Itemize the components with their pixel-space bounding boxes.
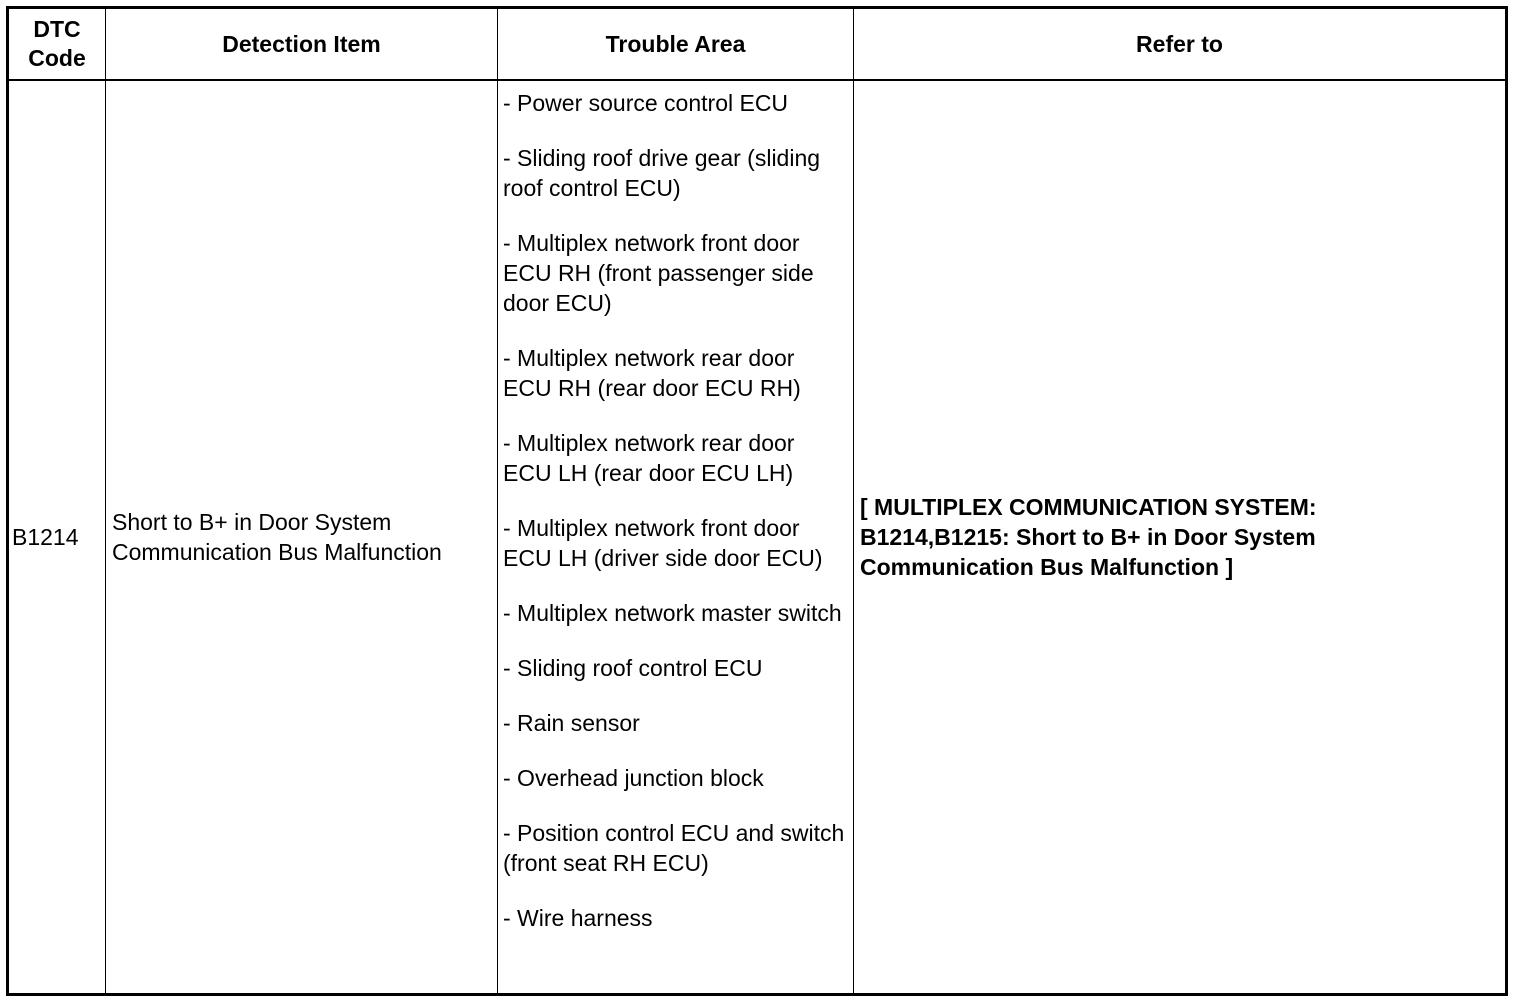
- trouble-area-item: - Multiplex network front door ECU LH (driver side door ECU): [503, 515, 823, 571]
- cell-dtc-code: [9, 81, 105, 993]
- trouble-area-item: - Multiplex network master switch: [503, 600, 842, 626]
- trouble-area-item: - Power source control ECU: [503, 90, 789, 116]
- trouble-area-item: - Wire harness: [503, 905, 653, 931]
- dtc-code-value: B1214: [12, 524, 79, 550]
- trouble-area-item: - Overhead junction block: [503, 765, 764, 791]
- header-detection-item: [106, 9, 497, 79]
- trouble-area-item: - Multiplex network front door ECU RH (front passenger side door ECU): [503, 230, 814, 316]
- cell-trouble-area: [498, 81, 853, 993]
- refer-to-link-text: [ MULTIPLEX COMMUNICATION SYSTEM: B1214,B1215: Short to B+ in Door System Communication Bus Malfunction ]: [860, 494, 1317, 580]
- header-dtc-code-label: DTC Code: [28, 16, 86, 71]
- header-trouble-area: [498, 9, 853, 79]
- header-refer-to: [854, 9, 1505, 79]
- trouble-area-item: - Multiplex network rear door ECU LH (rear door ECU LH): [503, 430, 795, 486]
- header-dtc-code: [9, 9, 105, 79]
- dtc-table: [6, 6, 1508, 996]
- header-detection-item-label: Detection Item: [222, 30, 381, 57]
- trouble-area-item: - Position control ECU and switch (front seat RH ECU): [503, 820, 845, 876]
- cell-refer-to: [854, 81, 1505, 993]
- header-trouble-area-label: Trouble Area: [605, 30, 746, 57]
- header-refer-to-label: Refer to: [1136, 30, 1223, 57]
- trouble-area-item: - Sliding roof control ECU: [503, 655, 763, 681]
- cell-detection-item: [106, 81, 497, 993]
- detection-item-value: Short to B+ in Door System Communication Bus Malfunction: [112, 509, 442, 565]
- trouble-area-list: [498, 81, 853, 933]
- trouble-area-item: - Sliding roof drive gear (sliding roof control ECU): [503, 145, 821, 201]
- trouble-area-item: - Rain sensor: [503, 710, 640, 736]
- trouble-area-item: - Multiplex network rear door ECU RH (rear door ECU RH): [503, 345, 801, 401]
